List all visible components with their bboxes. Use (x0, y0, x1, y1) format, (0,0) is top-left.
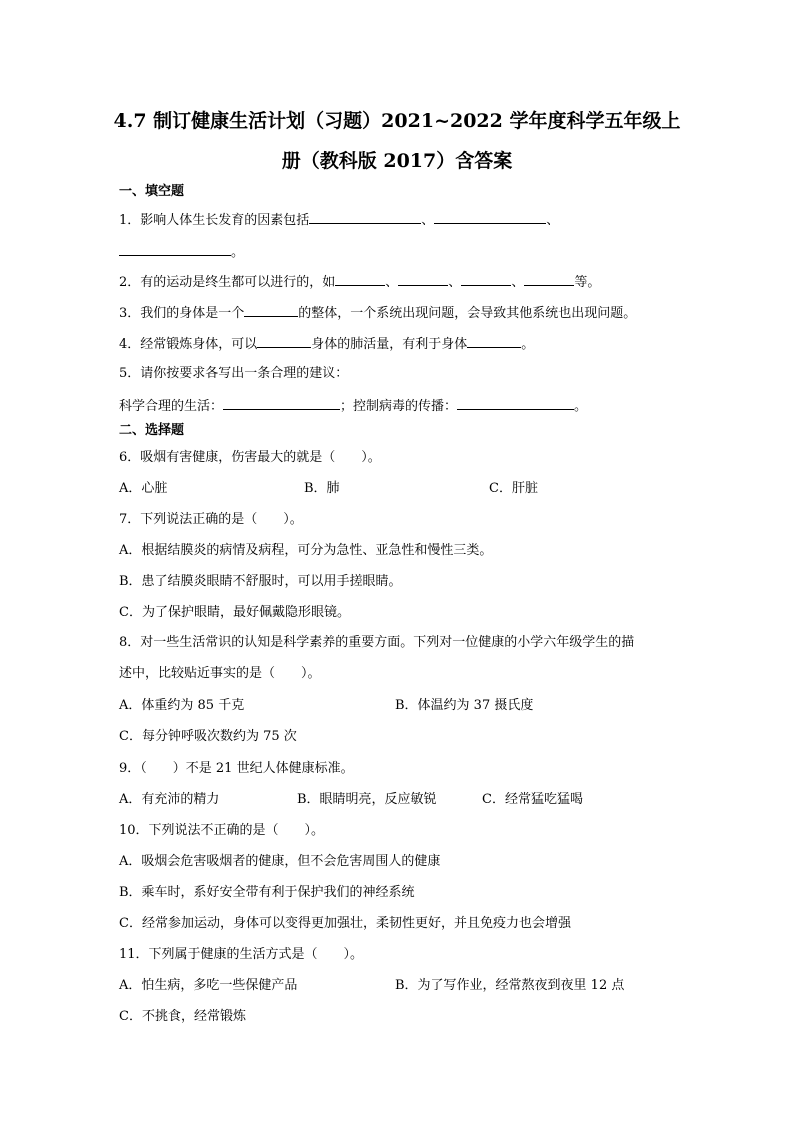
q3-blank[interactable] (244, 303, 298, 317)
question-8-line-1: 8．对一些生活常识的认知是科学素养的重要方面。下列对一位健康的小学六年级学生的描 (119, 635, 635, 650)
q3-text-a: 3．我们的身体是一个 (119, 306, 245, 321)
q4-text-a: 4．经常锻炼身体，可以 (119, 337, 258, 352)
q1-blank-3[interactable] (119, 242, 231, 256)
section-multiple-choice: 二、选择题 (119, 423, 185, 438)
q2-blank-3[interactable] (461, 272, 511, 286)
q4-blank-2[interactable] (467, 334, 521, 348)
q1-sep-2: 、 (546, 213, 560, 228)
question-1-cont (119, 242, 244, 262)
q8-option-b[interactable]: B．体温约为 37 摄氏度 (395, 698, 534, 713)
q5-label-a: 科学合理的生活： (119, 399, 224, 414)
title-line-2: 册（教科版 2017）含答案 (281, 150, 513, 172)
q2-sep: 、 (385, 275, 399, 290)
q11-option-b[interactable]: B．为了写作业，经常熬夜到夜里 12 点 (395, 978, 625, 993)
question-5-answers (119, 396, 587, 416)
q7-option-c[interactable]: C．为了保护眼睛，最好佩戴隐形眼镜。 (119, 605, 350, 620)
q2-end: 等。 (574, 275, 601, 290)
q4-text-b: 身体的肺活量，有利于身体 (311, 337, 468, 352)
q1-blank-1[interactable] (309, 210, 421, 224)
q1-sep-1: 、 (421, 213, 435, 228)
q3-text-b: 的整体，一个系统出现问题，会导致其他系统也出现问题。 (298, 306, 637, 321)
question-9: 9．（ ）不是 21 世纪人体健康标准。 (119, 761, 354, 776)
q2-text: 2．有的运动是终生都可以进行的，如 (119, 275, 336, 290)
q10-option-a[interactable]: A．吸烟会危害吸烟者的健康，但不会危害周围人的健康 (119, 854, 441, 869)
q8-option-c[interactable]: C．每分钟呼吸次数约为 75 次 (119, 729, 297, 744)
question-11: 11．下列属于健康的生活方式是（ ）。 (119, 947, 364, 962)
question-3 (119, 303, 636, 323)
q9-option-b[interactable]: B．眼睛明亮，反应敏锐 (297, 792, 437, 807)
q7-option-b[interactable]: B．患了结膜炎眼睛不舒服时，可以用手搓眼睛。 (119, 574, 402, 589)
q2-blank-2[interactable] (398, 272, 448, 286)
question-2 (119, 272, 600, 292)
question-1 (119, 210, 559, 230)
q6-option-a[interactable]: A．心脏 (119, 481, 168, 496)
question-10: 10．下列说法不正确的是（ ）。 (119, 823, 325, 838)
question-7: 7．下列说法正确的是（ ）。 (119, 512, 303, 527)
q1-text: 1．影响人体生长发育的因素包括 (119, 213, 310, 228)
q9-option-c[interactable]: C．经常猛吃猛喝 (482, 792, 583, 807)
q4-end: 。 (521, 337, 535, 352)
q6-option-c[interactable]: C．肝脏 (489, 481, 538, 496)
q2-blank-1[interactable] (335, 272, 385, 286)
q2-sep: 、 (511, 275, 525, 290)
title-line-1: 4.7 制订健康生活计划（习题）2021~2022 学年度科学五年级上 (113, 110, 681, 132)
q5-blank-2[interactable] (457, 396, 574, 410)
q1-blank-2[interactable] (434, 210, 546, 224)
q11-option-a[interactable]: A．怕生病，多吃一些保健产品 (119, 978, 298, 993)
q5-blank-1[interactable] (223, 396, 340, 410)
q9-option-a[interactable]: A．有充沛的精力 (119, 792, 220, 807)
q2-blank-4[interactable] (524, 272, 574, 286)
question-4 (119, 334, 534, 354)
q7-option-a[interactable]: A．根据结膜炎的病情及病程，可分为急性、亚急性和慢性三类。 (119, 543, 493, 558)
q8-option-a[interactable]: A．体重约为 85 千克 (119, 698, 245, 713)
q4-blank-1[interactable] (257, 334, 311, 348)
q5-label-b: ；控制病毒的传播： (340, 399, 458, 414)
q11-option-c[interactable]: C．不挑食，经常锻炼 (119, 1009, 246, 1024)
q1-end: 。 (231, 245, 245, 260)
q10-option-b[interactable]: B．乘车时，系好安全带有利于保护我们的神经系统 (119, 885, 415, 900)
q10-option-c[interactable]: C．经常参加运动，身体可以变得更加强壮，柔韧性更好，并且免疫力也会增强 (119, 916, 571, 931)
q2-sep: 、 (448, 275, 462, 290)
question-6: 6．吸烟有害健康，伤害最大的就是（ ）。 (119, 450, 381, 465)
q5-end: 。 (574, 399, 588, 414)
question-5: 5．请你按要求各写出一条合理的建议： (119, 366, 349, 381)
q6-option-b[interactable]: B．肺 (304, 481, 340, 496)
question-8-line-2: 述中，比较贴近事实的是（ ）。 (119, 666, 321, 681)
section-fill-in: 一、填空题 (119, 184, 185, 199)
